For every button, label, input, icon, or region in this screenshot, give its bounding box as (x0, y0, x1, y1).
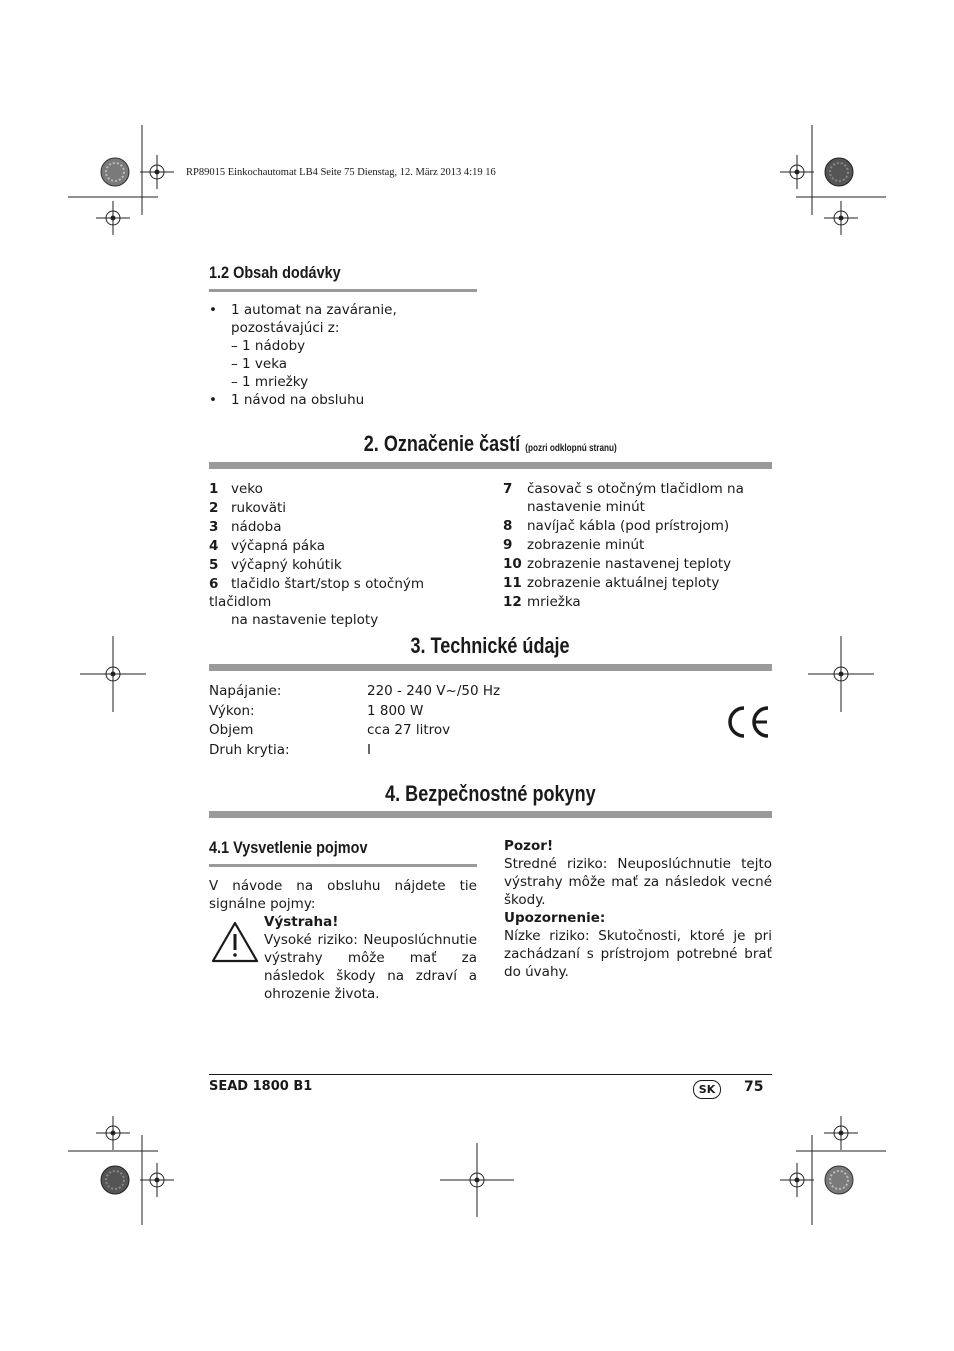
footer-rule (209, 1074, 772, 1075)
parts-item: 11 zobrazenie aktuálnej teploty (503, 575, 720, 591)
list-item: • 1 návod na obsluhu (209, 392, 365, 408)
caution-text: Stredné riziko: Neuposlúchnutie tejto výstrahy môže mať za následok vecné škody. (504, 856, 772, 908)
parts-item-cont: na nastavenie teploty (231, 612, 379, 628)
list-item: – 1 veka (231, 356, 288, 372)
parts-item: 12 mriežka (503, 594, 581, 610)
parts-item: 3 nádoba (209, 519, 282, 535)
warning-text: Vysoké riziko: Neuposlúchnutie výstrahy môže mať za následok škody na zdraví a ohrozenie života. (264, 932, 477, 1002)
parts-list-left (209, 480, 489, 629)
language-badge: SK (693, 1080, 721, 1099)
list-item: pozostávajúci z: (231, 320, 340, 336)
caution-title: Pozor! (504, 838, 554, 854)
list-item: – 1 nádoby (231, 338, 306, 354)
footer-model: SEAD 1800 B1 (209, 1079, 313, 1094)
ce-mark-icon (724, 704, 772, 740)
parts-item: 6 tlačidlo štart/stop s otočným tlačidlom (209, 576, 425, 610)
section-2-title: 2. Označenie častí (pozri odklopnú stranu) (363, 431, 617, 456)
parts-item: 1 veko (209, 481, 263, 497)
warning-block (264, 913, 477, 1003)
parts-item: 2 rukoväti (209, 500, 287, 516)
list-item: – 1 mriežky (231, 374, 309, 390)
section-4-1-rule (209, 864, 477, 867)
parts-item: 10 zobrazenie nastavenej teploty (503, 556, 732, 572)
section-1-2-rule (209, 289, 477, 292)
list-item: • 1 automat na zaváranie, (209, 302, 397, 318)
section-1-2-title: 1.2 Obsah dodávky (209, 263, 341, 282)
parts-item: 8 navíjač kábla (pod prístrojom) (503, 518, 730, 534)
note-text: Nízke riziko: Skutočnosti, ktoré je pri zachádzaní s prístrojom potrebné brať do úvahy. (504, 928, 772, 980)
spec-row: Druh krytia: I (209, 741, 371, 758)
warning-triangle-icon (210, 920, 260, 964)
contents-list (209, 301, 479, 409)
parts-list-right (503, 480, 773, 611)
section-3-title: 3. Technické údaje (410, 633, 571, 658)
spec-row: Výkon: 1 800 W (209, 702, 424, 719)
tech-specs (209, 682, 569, 760)
parts-item-cont: nastavenie minút (527, 499, 645, 515)
section-4-rule (209, 811, 772, 818)
note-title: Upozornenie: (504, 910, 606, 926)
spec-row: Objem cca 27 litrov (209, 722, 451, 738)
warning-title: Výstraha! (264, 914, 339, 930)
signal-intro: V návode na obsluhu nájdete tie signálne pojmy: (209, 878, 477, 912)
bullet: • (209, 302, 217, 318)
section-4-title: 4. Bezpečnostné pokyny (385, 781, 596, 806)
bullet: • (209, 392, 217, 408)
parts-item: 7 časovač s otočným tlačidlom na (503, 481, 744, 497)
caution-block (504, 837, 772, 981)
parts-item: 9 zobrazenie minút (503, 537, 645, 553)
section-3-rule (209, 664, 772, 671)
parts-item: 4 výčapná páka (209, 538, 326, 554)
parts-item: 5 výčapný kohútik (209, 557, 342, 573)
spec-row: Napájanie: 220 - 240 V~/50 Hz (209, 683, 501, 699)
section-2-rule (209, 462, 772, 469)
print-header: RP89015 Einkochautomat LB4 Seite 75 Dienstag, 12. März 2013 4:19 16 (186, 167, 496, 178)
section-4-1-title: 4.1 Vysvetlenie pojmov (209, 838, 368, 857)
page-number: 75 (744, 1079, 764, 1095)
